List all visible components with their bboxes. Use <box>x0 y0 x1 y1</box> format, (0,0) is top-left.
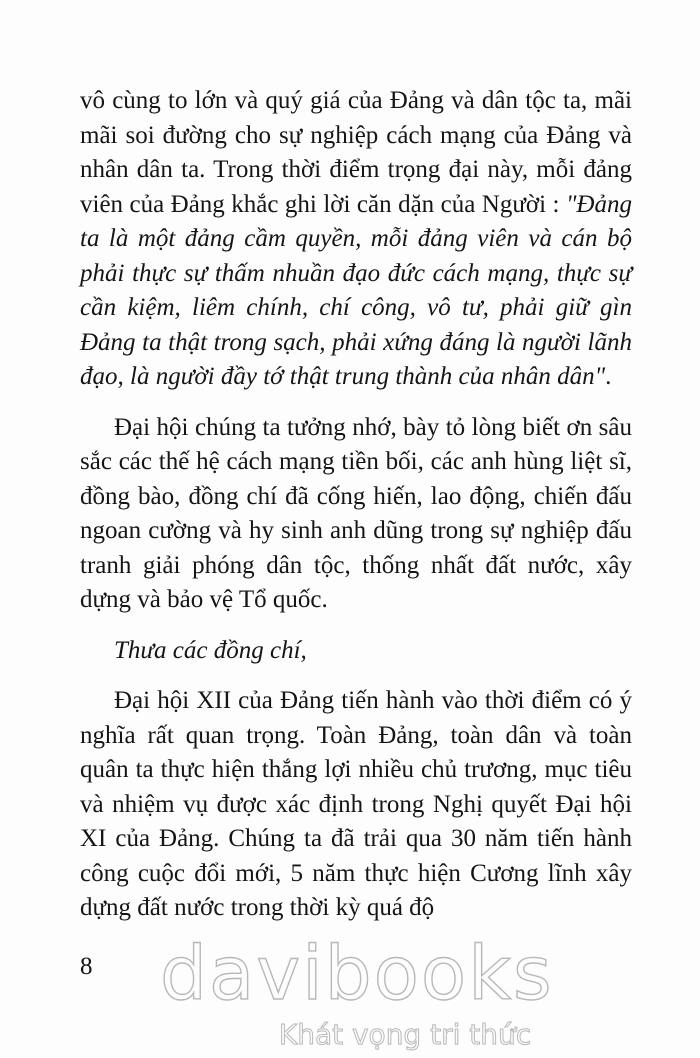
salutation: Thưa các đồng chí, <box>114 636 307 664</box>
paragraph-1-end: . <box>605 363 612 390</box>
watermark-logo <box>160 931 554 1051</box>
watermark-tagline: Khát vọng tri thức <box>278 1018 532 1051</box>
paragraph-congress-xii: Đại hội XII của Đảng tiến hành vào thời điểm có ý nghĩa rất quan trọng. Toàn Đảng, toàn dân và toàn quân ta thực hiện thắng lợi nhiều chủ trương, mục tiêu và nhiệm vụ được xác định trong Nghị quyết Đại hội XI của Đảng. Chúng ta đã trải qua 30 năm tiến hành công cuộc đổi mới, 5 năm thực hiện Cương lĩnh xây dựng đất nước trong thời kỳ quá độ <box>80 687 632 921</box>
paragraph-quote <box>80 84 632 395</box>
paragraph-1-text: vô cùng to lớn và quý giá của Đảng và dân tộc ta, mãi mãi soi đường cho sự nghiệp cách mạng của Đảng và nhân dân ta. Trong thời điểm trọng đại này, mỗi đảng viên của Đảng khắc ghi lời căn dặn của Người : <box>80 87 632 218</box>
watermark-brand: davibooks <box>160 931 554 1017</box>
body-text <box>80 84 632 942</box>
page-number: 8 <box>80 953 93 980</box>
ho-chi-minh-quote: "Đảng ta là một đảng cầm quyền, mỗi đảng viên và cán bộ phải thực sự thấm nhuần đạo đức cách mạng, thực sự cần kiệm, liêm chính, chí công, vô tư, phải giữ gìn Đảng ta thật trong sạch, phải xứng đáng là người lãnh đạo, là người đầy tớ thật trung thành của nhân dân" <box>80 190 632 390</box>
paragraph-gratitude: Đại hội chúng ta tưởng nhớ, bày tỏ lòng biết ơn sâu sắc các thế hệ cách mạng tiền bối, các anh hùng liệt sĩ, đồng bào, đồng chí đã cống hiến, lao động, chiến đấu ngoan cường và hy sinh anh dũng trong sự nghiệp đấu tranh giải phóng dân tộc, thống nhất đất nước, xây dựng và bảo vệ Tổ quốc. <box>80 413 632 613</box>
